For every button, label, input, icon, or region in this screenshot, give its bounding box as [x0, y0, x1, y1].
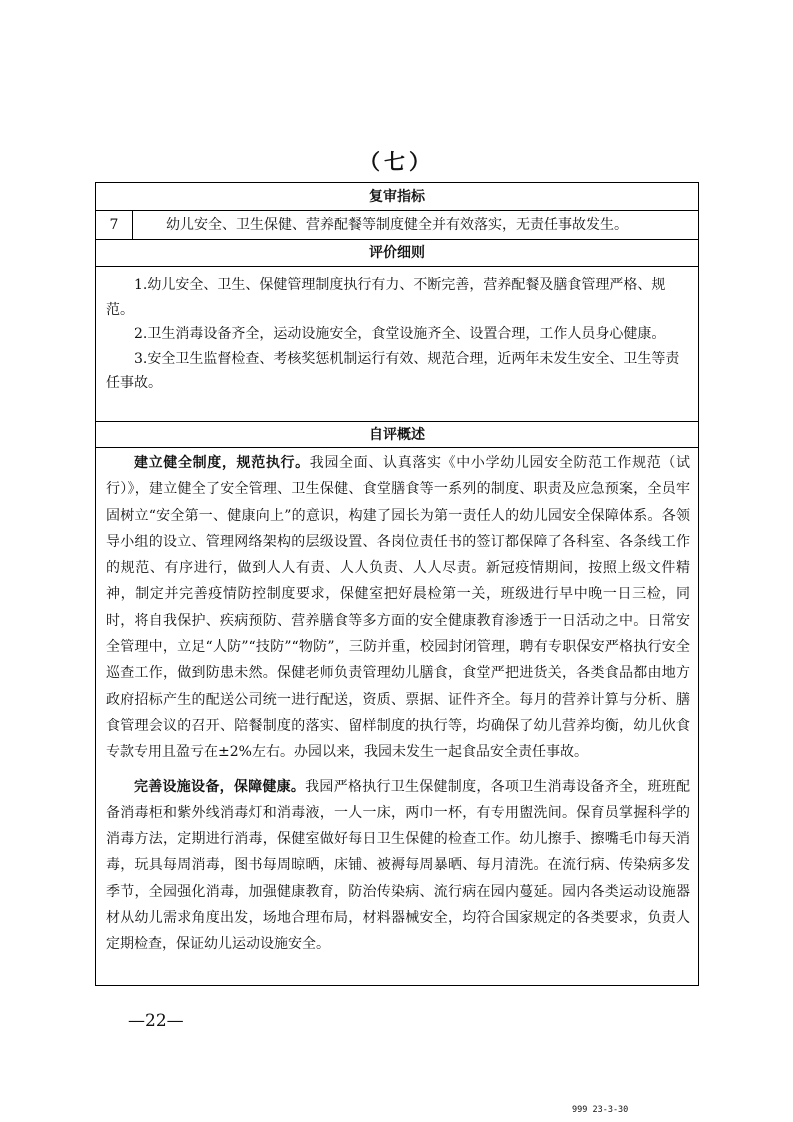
evaluation-details-cell: [96, 267, 698, 422]
print-code: 999 23-3-30: [572, 1105, 629, 1115]
criterion-item: 3.安全卫生监督检查、考核奖惩机制运行有效、规范合理，近两年未发生安全、卫生等责任事故。: [106, 350, 680, 391]
self-evaluation-header: 自评概述: [96, 422, 698, 448]
paragraph-lead: 建立健全制度，规范执行。: [134, 455, 310, 471]
paragraph-lead: 完善设施设备，保障健康。: [134, 778, 306, 795]
review-indicator-row: [96, 211, 698, 240]
evaluation-details-header: 评价细则: [96, 240, 698, 267]
page-number: —22—: [128, 1011, 184, 1031]
review-indicator-header: 复审指标: [96, 183, 698, 211]
self-evaluation-paragraph: [106, 450, 690, 766]
self-evaluation-cell: [96, 448, 698, 985]
indicator-number: 7: [96, 211, 133, 239]
indicator-text: 幼儿安全、卫生保健、营养配餐等制度健全并有效落实，无责任事故发生。: [166, 217, 628, 233]
section-title: （七）: [359, 149, 434, 174]
criterion-item: 2.卫生消毒设备齐全，运动设施安全，食堂设施齐全、设置合理，工作人员身心健康。: [134, 326, 666, 342]
paragraph-text: 我园严格执行卫生保健制度，各项卫生消毒设备齐全，班班配备消毒柜和紫外线消毒灯和消毒液，一人一床，两巾一杯，有专用盥洗间。保育员掌握科学的消毒方法，定期进行消毒，保健室做好每日卫生保健的检查工作。幼儿擦手、擦嘴毛巾每天消毒，玩具每周消毒，图书每周晾晒，床铺、被褥每周暴晒、每月清洗。在流行病、传染病多发季节，全园强化消毒，加强健康教育，防治传染病、流行病在园内蔓延。园内各类运动设施器材从幼儿需求角度出发，场地合理布局，材料器械安全，均符合国家规定的各类要求，负责人定期检查，保证幼儿运动设施安全。: [106, 778, 691, 953]
review-table: [95, 182, 699, 986]
paragraph-text: 我园全面、认真落实《中小学幼儿园安全防范工作规范（试行）》，建立健全了安全管理、卫生保健、食堂膳食等一系列的制度、职责及应急预案，全员牢固树立“安全第一、健康向上”的意识，构建了园长为第一责任人的幼儿园安全保障体系。各领导小组的设立、管理网络架构的层级设置、各岗位责任书的签订都保障了各科室、各条线工作的规范、有序进行，做到人人有责、人人负责、人人尽责。新冠疫情期间，按照上级文件精神，制定并完善疫情防控制度要求，保健室把好晨检第一关，班级进行早中晚一日三检，同时，将自我保护、疾病预防、营养膳食等多方面的安全健康教育渗透于一日活动之中。日常安全管理中，立足“人防”“技防”“物防”，三防并重，校园封闭管理，聘有专职保安严格执行安全巡查工作，做到防患未然。保健老师负责管理幼儿膳食，食堂严把进货关，各类食品都由地方政府招标产生的配送公司统一进行配送，资质、票据、证件齐全。每月的营养计算与分析、膳食管理会议的召开、陪餐制度的落实、留样制度的执行等，均确保了幼儿营养均衡，幼儿伙食专款专用且盈亏在±2%左右。办园以来，我园未发生一起食品安全责任事故。: [106, 455, 691, 761]
self-evaluation-paragraph: [106, 774, 690, 958]
criterion-item: 1.幼儿安全、卫生、保健管理制度执行有力、不断完善，营养配餐及膳食管理严格、规范。: [106, 277, 666, 318]
